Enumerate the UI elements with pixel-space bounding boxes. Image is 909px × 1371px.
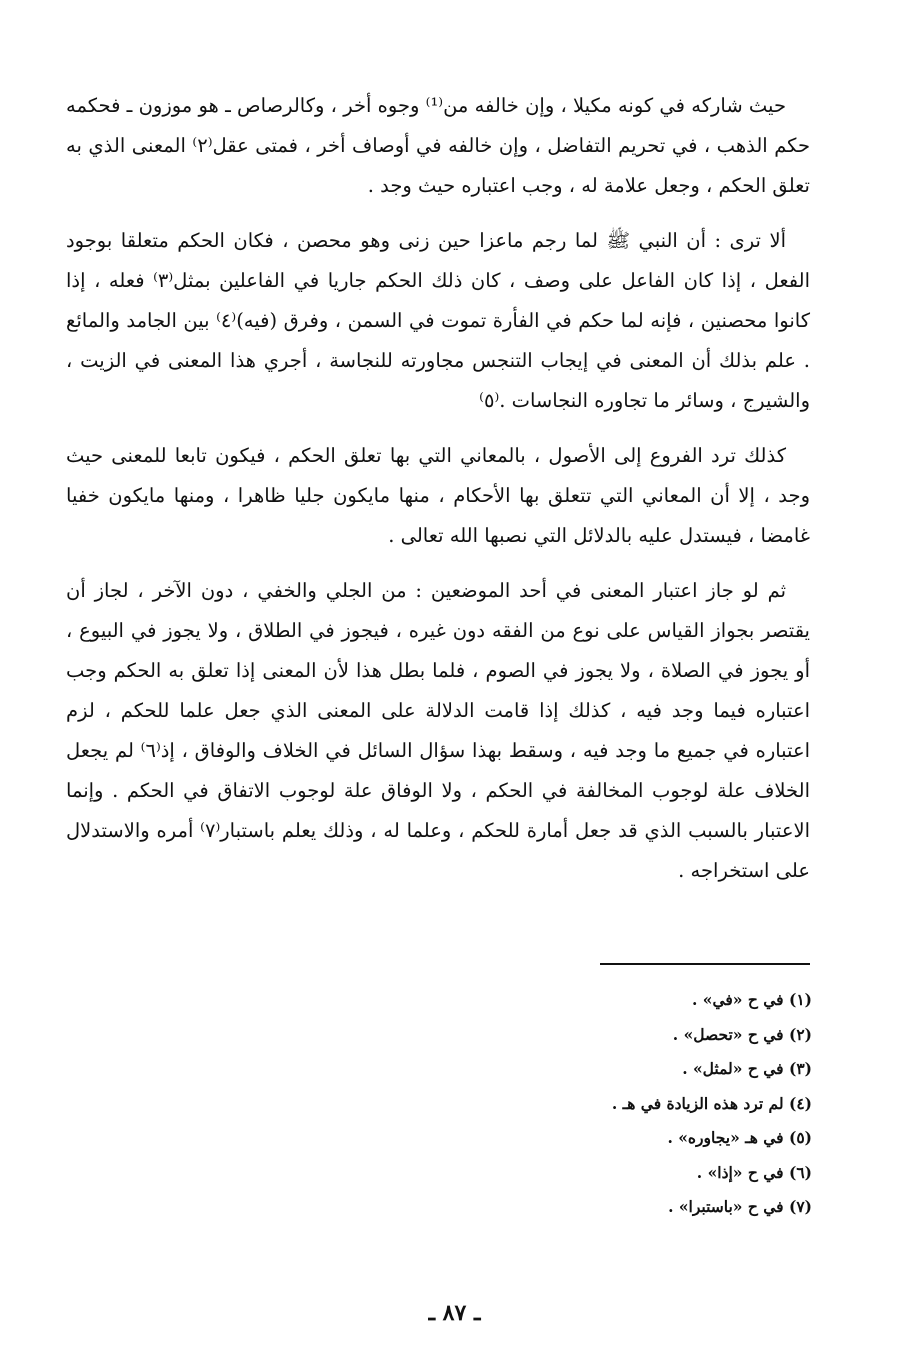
footnote-1: (١) في ح «في» . [691,990,812,1009]
footnote-divider [600,963,810,965]
page-number: ـ ٨٧ ـ [428,1300,481,1326]
paragraph-1: حيث شاركه في كونه مكيلا ، وإن خالفه من⁽¹⁾ وجوه أخر ، وكالرصاص ـ هو موزون ـ فحكمه حكم الذهب ، في تحريم التفاضل ، وإن خالفه في أوصاف أخر ، فمتى عقل⁽٢⁾ المعنى الذي به تعلق الحكم ، وجعل علامة له ، وجب اعتباره حيث وجد . [66,94,810,197]
footnote-6: (٦) في ح «إذا» . [696,1162,812,1182]
footnote-2: (٢) في ح «تحصل» . [672,1024,812,1044]
footnote-5: (٥) في هـ «يجاوره» . [667,1128,812,1147]
footnote-3: (٣) في ح «لمثل» . [682,1059,812,1078]
footnotes-list [440,983,812,1225]
paragraph-4: ثم لو جاز اعتبار المعنى في أحد الموضعين : من الجلي والخفي ، دون الآخر ، لجاز أن يقتصر بجواز القياس على نوع من الفقه دون غيره ، فيجوز في الطلاق ، ولا يجوز في البيوع ، أو يجوز في الصلاة ، ولا يجوز في الصوم ، فلما بطل هذا لأن المعنى إذا تعلق به الحكم وجب اعتباره فيما وجد فيه ، كذلك إذا قامت الدلالة على المعنى الذي جعل علما للحكم ، لزم اعتباره في جميع ما وجد فيه ، وسقط بهذا سؤال السائل في الخلاف والوفاق ، إذ⁽٦⁾ لم يجعل الخلاف علة لوجوب المخالفة في الحكم ، ولا الوفاق علة لوجوب الاتفاق في الحكم . وإنما الاعتبار بالسبب الذي قد جعل أمارة للحكم ، وعلما له ، وذلك يعلم باستبار⁽٧⁾ أمره والاستدلال على استخراجه . [66,579,810,882]
footnote-7: (٧) في ح «باستبرا» . [668,1197,812,1216]
paragraph-3: كذلك ترد الفروع إلى الأصول ، بالمعاني التي بها تعلق الحكم ، فيكون تابعا للمعنى حيث وجد ، إلا أن المعاني التي تتعلق بها الأحكام ، منها مايكون جليا ظاهرا ، ومنها مايكون خفيا غامضا ، فيستدل عليه بالدلائل التي نصبها الله تعالى . [66,444,810,547]
footnote-4: (٤) لم ترد هذه الزيادة في هـ . [611,1093,812,1113]
paragraph-2: ألا ترى : أن النبي ﷺ لما رجم ماعزا حين زنى وهو محصن ، فكان الحكم متعلقا بوجود الفعل ، إذا كان الفاعل على وصف ، كان ذلك الحكم جاريا في الفاعلين بمثل⁽٣⁾ فعله ، إذا كانوا محصنين ، فإنه لما حكم في الفأرة تموت في السمن ، وفرق (فيه)⁽٤⁾ بين الجامد والمائع . علم بذلك أن المعنى في إيجاب التنجس مجاورته للنجاسة ، أجري هذا المعنى في الزيت ، والشيرج ، وسائر ما تجاوره النجاسات .⁽٥⁾ [66,229,810,412]
main-text [66,86,810,906]
